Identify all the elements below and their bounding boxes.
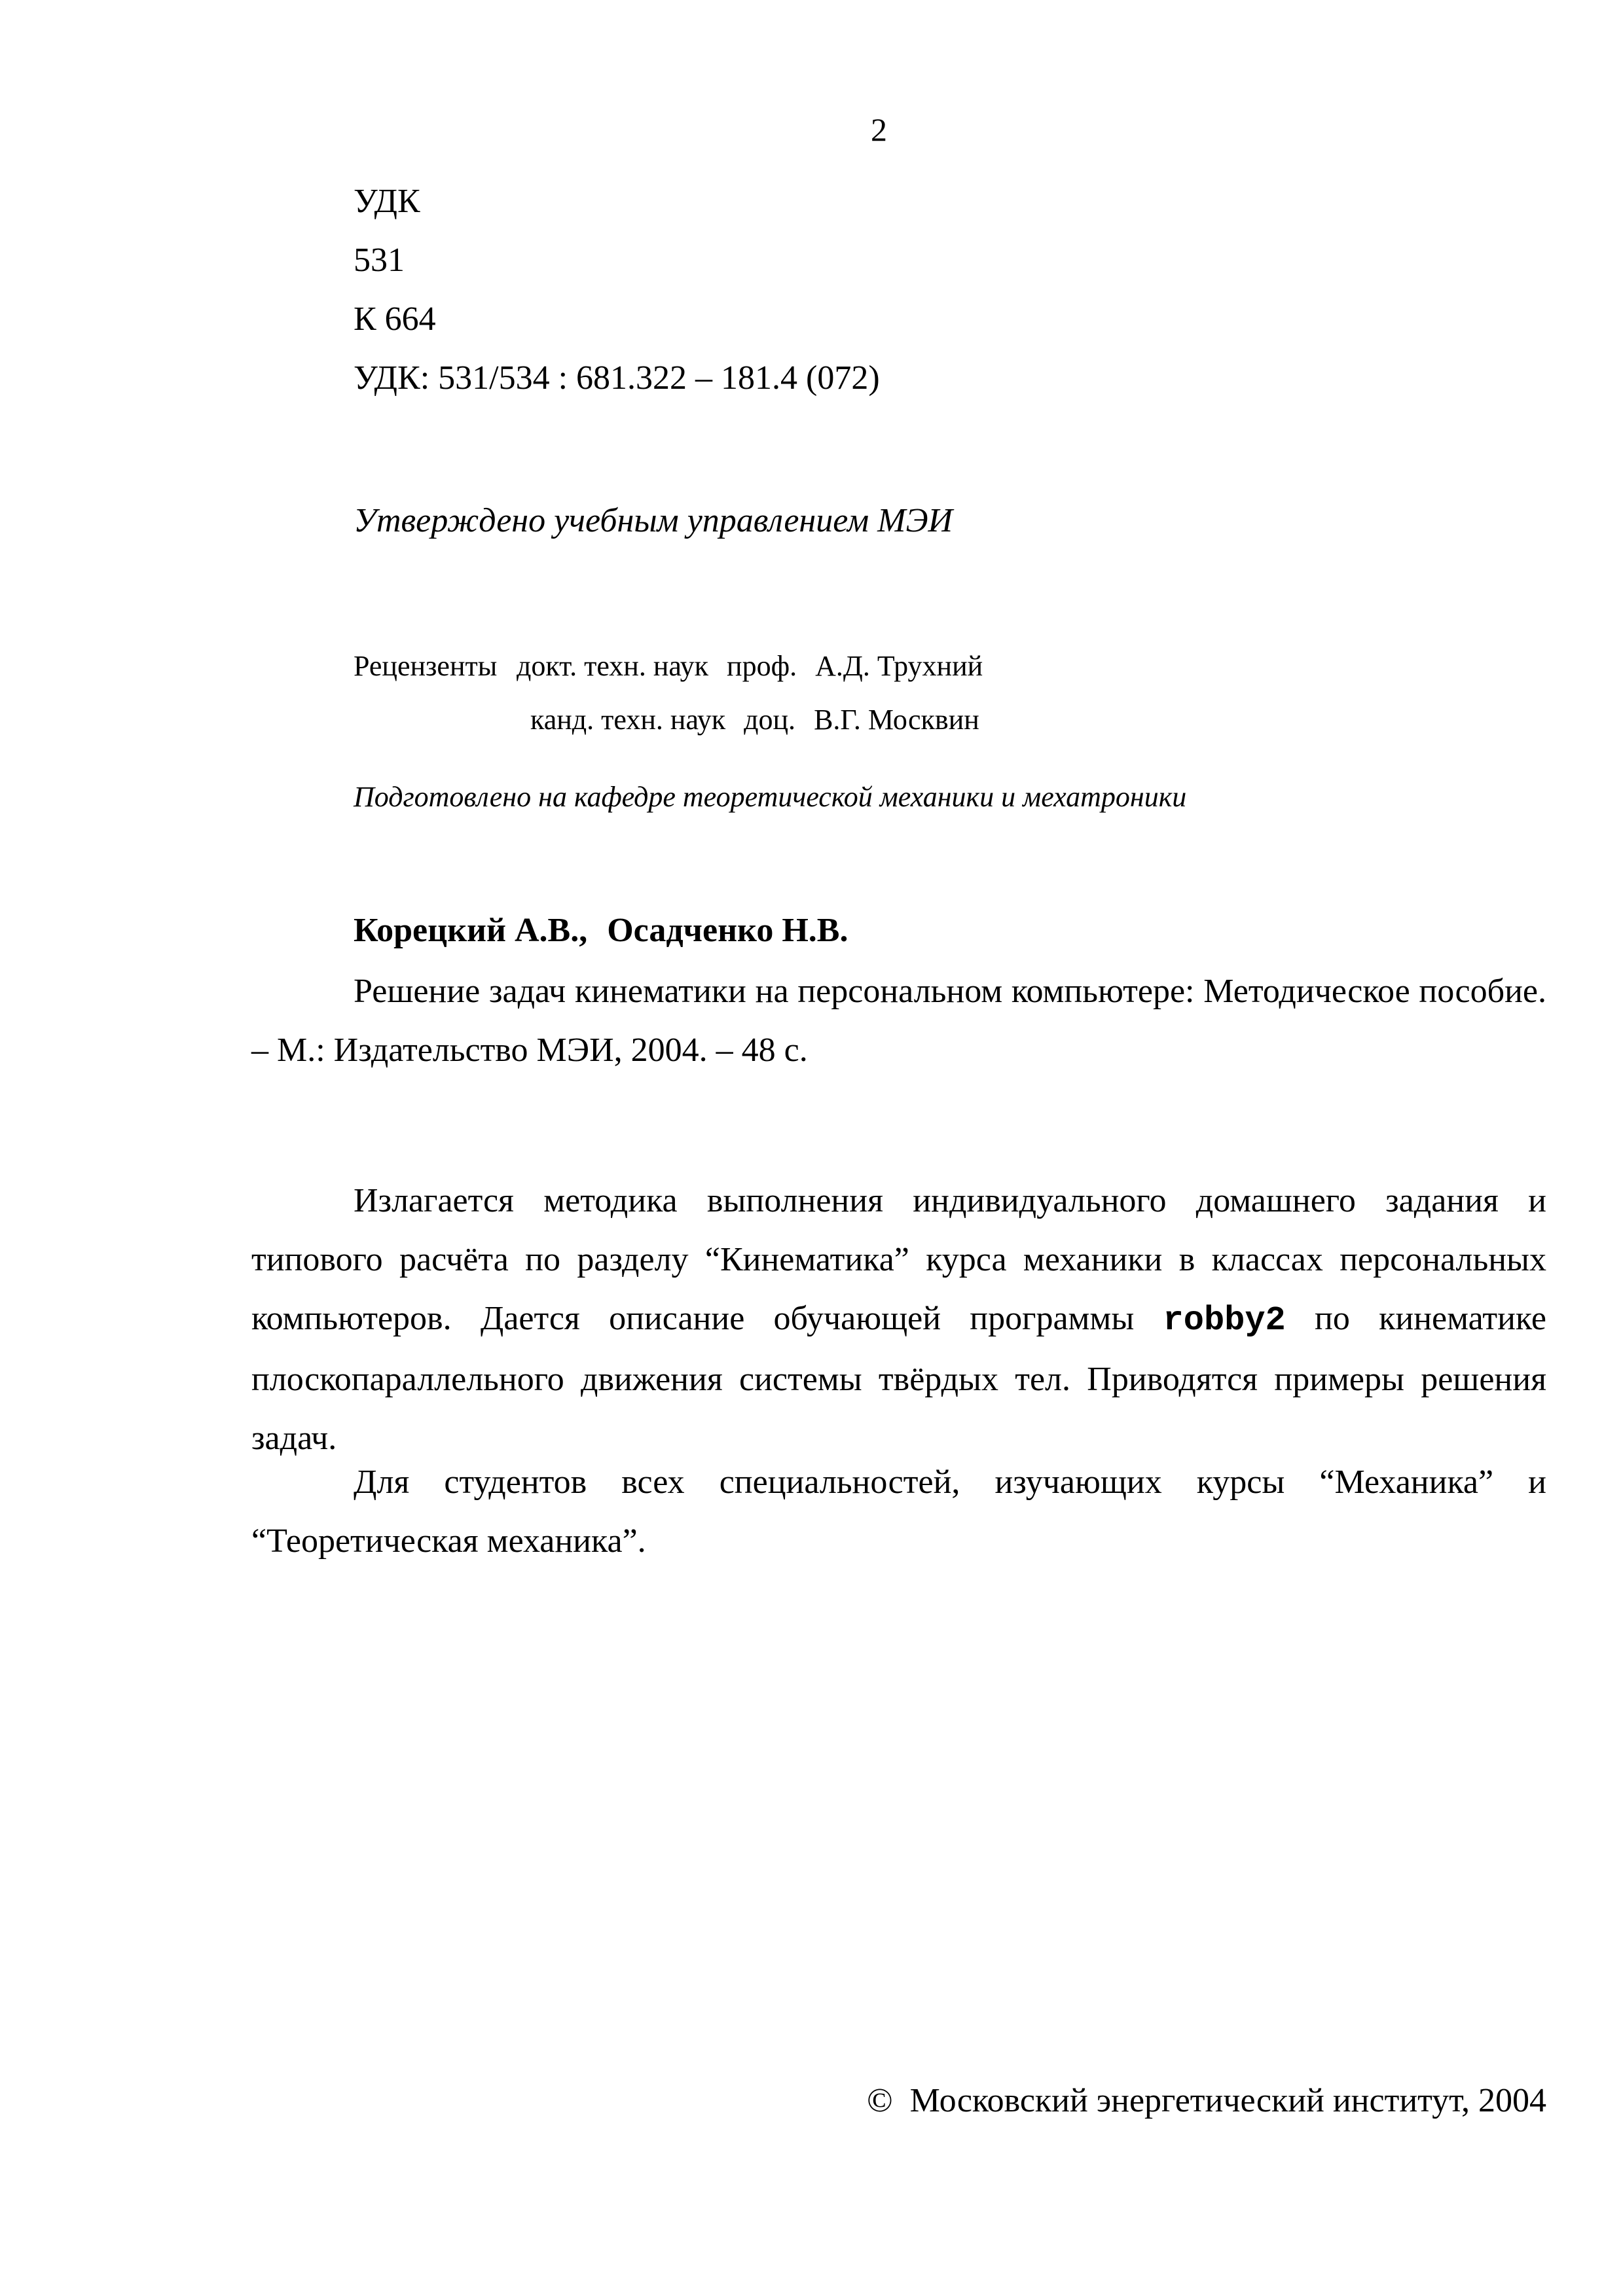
department-note: Подготовлено на кафедре теоретической механики и мехатроники: [354, 781, 1187, 813]
reviewer-name: В.Г. Москвин: [814, 704, 979, 736]
copyright-icon: ©: [867, 2082, 893, 2119]
reviewer-name: А.Д. Трухний: [815, 650, 983, 682]
audience: [251, 1453, 1546, 1571]
bibliographic-description: [251, 962, 1546, 1080]
reviewer-degree: канд. техн. наук: [530, 704, 726, 736]
udk-label: УДК: [354, 183, 420, 220]
author-1: Корецкий А.В.,: [354, 912, 588, 949]
audience-text: Для студентов всех специальностей, изучающих курсы “Механика” и “Теоретическая механика”.: [251, 1463, 1546, 1560]
author-mark: К 664: [354, 300, 436, 338]
udk-full: УДК: 531/534 : 681.322 – 181.4 (072): [354, 359, 880, 397]
reviewer-1: [517, 648, 983, 685]
bibliographic-text: Решение задач кинематики на персональном компьютере: Методическое пособие. – М.: Издательство МЭИ, 2004. – 48 с.: [251, 973, 1546, 1069]
author-2: Осадченко Н.В.: [607, 912, 848, 949]
abstract: [251, 1172, 1546, 1468]
abstract-text-2: по кинематике плоскопараллельного движения системы твёрдых тел. Приводятся примеры решения задач.: [251, 1300, 1546, 1457]
abstract-text-1: Излагается методика выполнения индивидуального домашнего задания и типового расчёта по разделу “Кинематика” курса механики в классах персональных компьютеров. Дается описание обучающей программы: [251, 1182, 1546, 1337]
udk-code: 531: [354, 242, 405, 279]
reviewer-title: проф.: [727, 650, 797, 682]
reviewer-degree: докт. техн. наук: [517, 650, 709, 682]
page-number: 2: [871, 111, 887, 148]
approval-note: Утверждено учебным управлением МЭИ: [354, 502, 953, 539]
program-name: robby2: [1163, 1301, 1286, 1340]
copyright: [867, 2080, 1546, 2122]
copyright-text: Московский энергетический институт, 2004: [909, 2082, 1546, 2119]
abstract-paragraph: [251, 1172, 1546, 1468]
reviewer-2: [530, 702, 979, 738]
reviewers-label: Рецензенты: [354, 650, 498, 682]
authors: [354, 910, 848, 952]
reviewer-title: доц.: [744, 704, 796, 736]
